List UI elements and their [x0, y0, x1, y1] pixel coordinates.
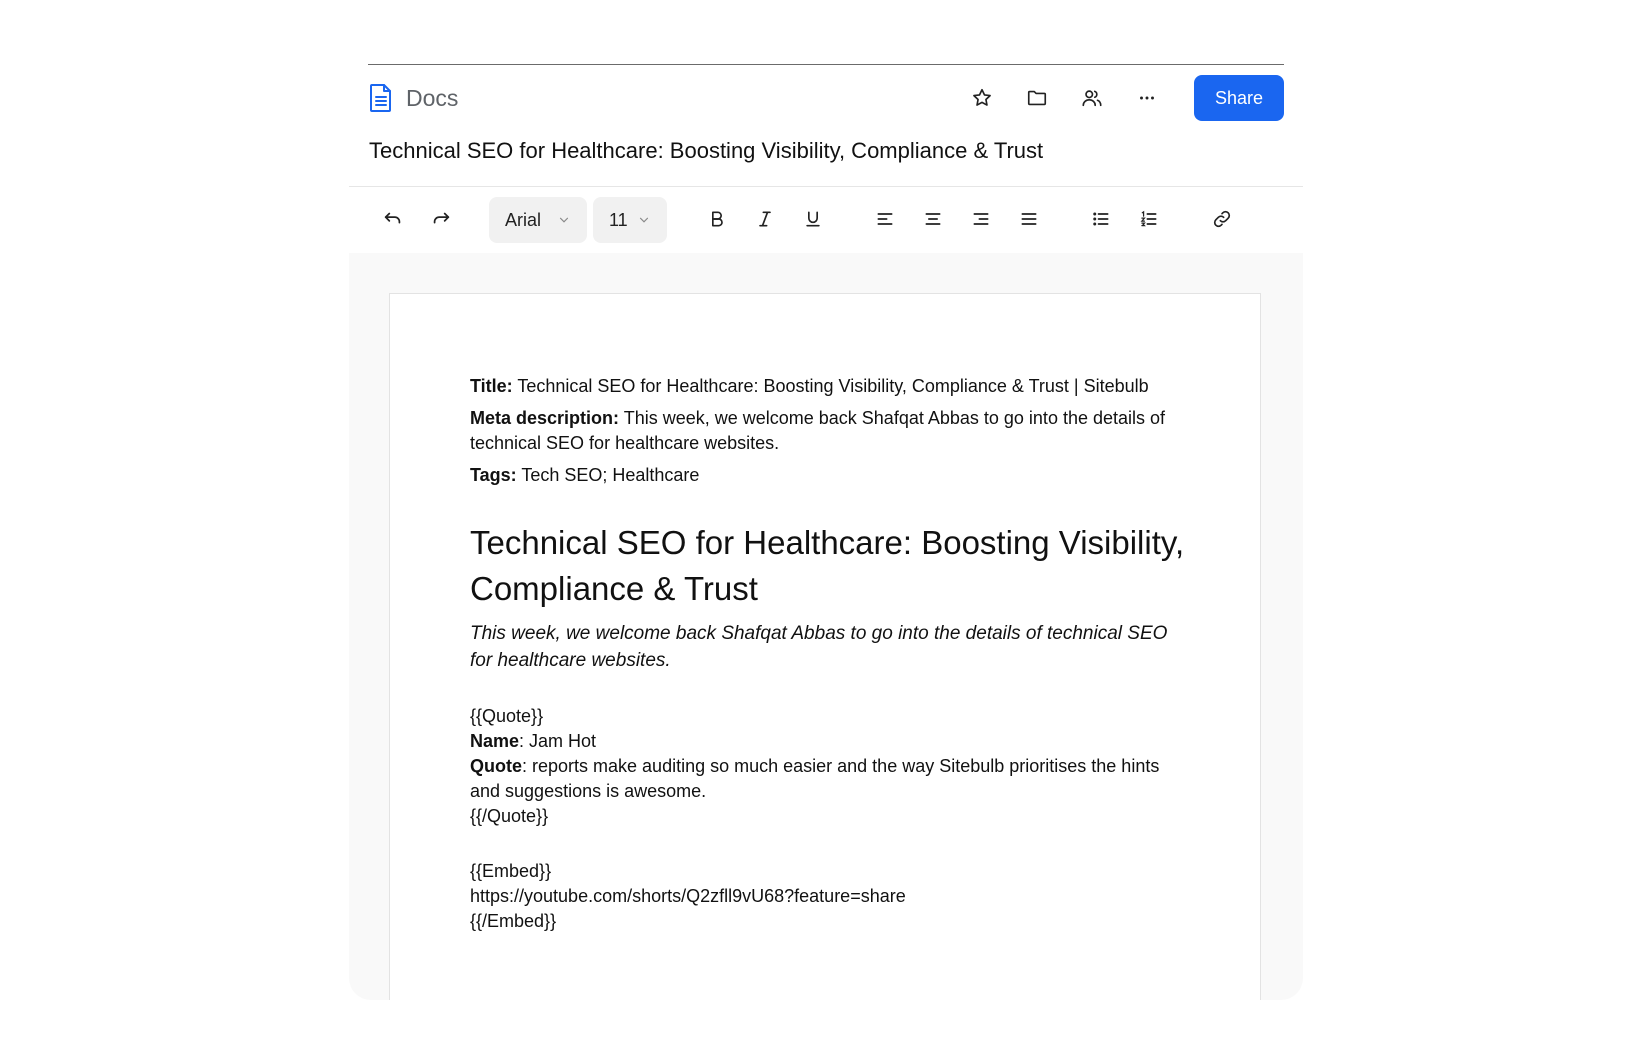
document-title[interactable]: Technical SEO for Healthcare: Boosting Visibility, Compliance & Trust [369, 138, 1044, 163]
align-center-button[interactable] [915, 201, 951, 237]
bold-button[interactable] [699, 201, 735, 237]
chevron-down-icon [557, 213, 571, 227]
document-page[interactable] [389, 293, 1261, 1000]
article-heading: Technical SEO for Healthcare: Boosting Visibility, Compliance & Trust [470, 524, 1185, 607]
app-name: Docs [406, 84, 459, 111]
align-left-icon [875, 209, 895, 229]
font-size-select[interactable] [593, 197, 667, 243]
quote-text-line [470, 754, 1190, 804]
align-right-button[interactable] [963, 201, 999, 237]
star-button[interactable] [959, 75, 1005, 121]
underline-button[interactable] [795, 201, 831, 237]
folder-icon [1026, 87, 1048, 109]
embed-open-tag: {{Embed}} [470, 861, 552, 881]
align-right-icon [971, 209, 991, 229]
docs-window [347, 0, 1305, 1000]
font-family-select[interactable] [489, 197, 587, 243]
numbered-list-button[interactable] [1131, 201, 1167, 237]
quote-close-tag: {{/Quote}} [470, 806, 549, 826]
align-justify-button[interactable] [1011, 201, 1047, 237]
tags-label: Tags: [470, 465, 517, 485]
quote-name-line [470, 729, 1190, 754]
embed-close-tag: {{/Embed}} [470, 911, 557, 931]
quote-label: Quote [470, 756, 522, 776]
bulleted-list-icon [1091, 209, 1111, 229]
share-button[interactable]: Share [1194, 75, 1284, 121]
redo-icon [430, 208, 452, 230]
embed-url: https://youtube.com/shorts/Q2zfll9vU68?feature=share [470, 886, 906, 906]
link-button[interactable] [1204, 201, 1240, 237]
title-field [470, 374, 1190, 399]
meta-description-label: Meta description: [470, 408, 620, 428]
undo-button[interactable] [375, 201, 411, 237]
header-actions [950, 75, 1284, 121]
title-label: Title: [470, 376, 513, 396]
meta-description-field [470, 406, 1190, 456]
quote-value: : reports make auditing so much easier and the way Sitebulb prioritises the hints and suggestions is awesome. [470, 756, 1160, 801]
tags-field [470, 463, 1190, 488]
people-icon [1081, 87, 1103, 109]
top-divider [368, 64, 1284, 65]
meta-description-value: This week, we welcome back Shafqat Abbas to go into the details of technical SEO for healthcare websites. [470, 408, 1166, 453]
tags-value: Tech SEO; Healthcare [516, 465, 700, 485]
more-icon [1136, 87, 1158, 109]
undo-icon [382, 208, 404, 230]
font-size-value: 11 [609, 209, 628, 230]
document-canvas [349, 253, 1303, 1000]
more-button[interactable] [1124, 75, 1170, 121]
font-family-value: Arial [505, 209, 542, 230]
folder-button[interactable] [1014, 75, 1060, 121]
formatting-toolbar [349, 186, 1303, 254]
italic-button[interactable] [747, 201, 783, 237]
align-justify-icon [1019, 209, 1039, 229]
align-left-button[interactable] [867, 201, 903, 237]
chevron-down-icon [637, 213, 651, 227]
app-header [368, 75, 1284, 121]
article-intro: This week, we welcome back Shafqat Abbas to go into the details of technical SEO for healthcare websites. [470, 623, 1168, 671]
title-value: Technical SEO for Healthcare: Boosting Visibility, Compliance & Trust | Sitebulb [512, 376, 1149, 396]
bulleted-list-button[interactable] [1083, 201, 1119, 237]
people-button[interactable] [1069, 75, 1115, 121]
document-body[interactable] [470, 374, 1190, 934]
name-value: : Jam Hot [519, 731, 597, 751]
link-icon [1212, 209, 1232, 229]
quote-block [470, 704, 1190, 829]
align-center-icon [923, 209, 943, 229]
quote-open-tag: {{Quote}} [470, 706, 544, 726]
bold-icon [707, 209, 727, 229]
redo-button[interactable] [423, 201, 459, 237]
italic-icon [755, 209, 775, 229]
embed-block [470, 859, 1190, 934]
numbered-list-icon [1139, 209, 1159, 229]
document-icon [368, 83, 394, 113]
star-icon [971, 87, 993, 109]
underline-icon [803, 209, 823, 229]
name-label: Name [470, 731, 520, 751]
